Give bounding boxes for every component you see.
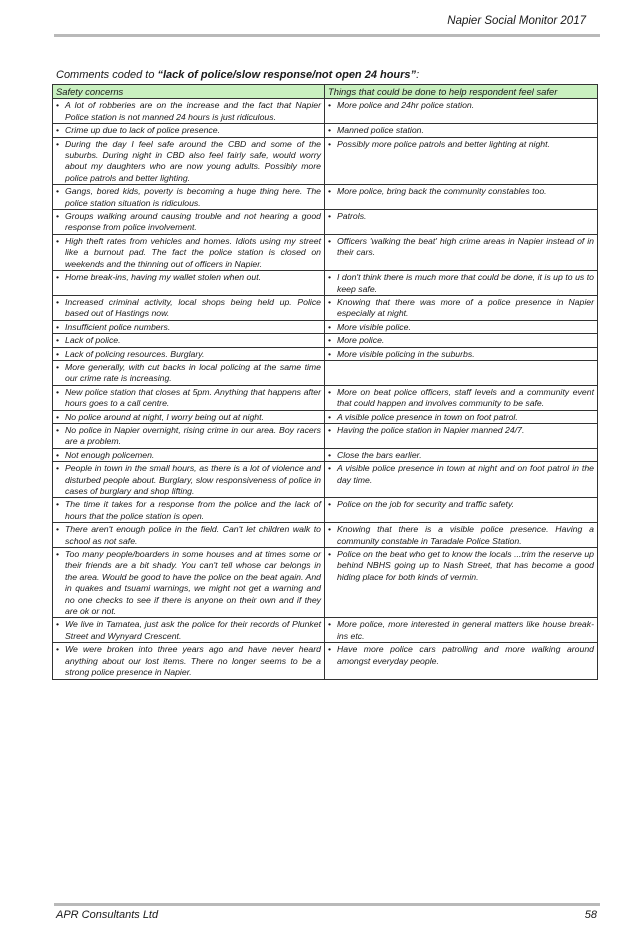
table-row [53,498,598,523]
cell-text: People in town in the small hours, as there is a lot of violence and disturbed people about. Burglary, slow responsiveness of police in cases of burglary and shop lifting. [65,463,321,496]
bullet-icon: • [328,644,332,655]
column-header-safety-concerns: Safety concerns [53,85,325,99]
bullet-icon: • [56,321,60,332]
safety-concern-cell [53,210,325,235]
safety-concern-cell [53,137,325,185]
cell-text: Police on the job for security and traffic safety. [337,499,515,510]
bullet-icon: • [328,386,332,397]
bullet-icon: • [328,335,332,346]
cell-text: I don't think there is much more that could be done, it is up to us to keep safe. [337,272,594,294]
safety-concern-cell [53,99,325,124]
cell-text: More police, bring back the community constables too. [337,186,547,197]
table-row [53,295,598,320]
safety-concern-cell [53,462,325,498]
safety-concern-cell [53,185,325,210]
cell-text: Crime up due to lack of police presence. [65,125,221,136]
bullet-icon: • [56,211,60,222]
cell-text: Insufficient police numbers. [65,321,171,332]
bullet-icon: • [328,272,332,283]
suggestion-cell [325,523,598,548]
header-divider [54,34,600,37]
suggestion-cell [325,643,598,679]
suggestion-cell [325,360,598,385]
bullet-icon: • [56,549,60,560]
bullet-icon: • [56,449,60,460]
cell-text: New police station that closes at 5pm. Anything that happens after hours goes to a call centre. [65,386,321,409]
suggestion-cell [325,210,598,235]
bullet-icon: • [328,411,332,422]
suggestion-cell [325,334,598,347]
suggestion-cell [325,124,598,137]
cell-text: Lack of police. [65,335,121,346]
cell-text: Having the police station in Napier manned 24/7. [337,424,525,435]
table-row [53,185,598,210]
cell-text: Patrols. [337,211,367,222]
table-row [53,548,598,618]
bullet-icon: • [328,619,332,630]
bullet-icon: • [56,348,60,359]
table-row [53,385,598,410]
table-row [53,347,598,360]
table-row [53,523,598,548]
bullet-icon: • [56,100,60,111]
cell-text: Not enough policemen. [65,449,155,460]
cell-text: Police on the beat who get to know the locals ...trim the reserve up behind NBHS going up to Nash Street, that has become a good hiding place for both kinds of vermin. [337,549,594,582]
table-row [53,423,598,448]
bullet-icon: • [328,186,332,197]
bullet-icon: • [56,296,60,307]
safety-concern-cell [53,124,325,137]
table-header-row [53,85,598,99]
safety-concern-cell [53,423,325,448]
suggestion-cell [325,618,598,643]
page-number: 58 [584,909,597,921]
bullet-icon: • [56,499,60,510]
bullet-icon: • [328,524,332,535]
bullet-icon: • [56,335,60,346]
table-row [53,124,598,137]
table-body [53,99,598,679]
cell-text: There aren't enough police in the field. Can't let children walk to school as not safe. [65,524,321,546]
table-row [53,360,598,385]
suggestion-cell [325,548,598,618]
suggestion-cell [325,271,598,296]
safety-concern-cell [53,410,325,423]
footer-divider [54,903,600,906]
cell-text: More police and 24hr police station. [337,100,475,111]
cell-text: A lot of robberies are on the increase and the fact that Napier Police station is not manned 24 hours is just ridiculous. [65,100,321,122]
cell-text: Have more police cars patrolling and more walking around amongst everyday people. [337,644,594,666]
safety-concern-cell [53,334,325,347]
safety-concern-cell [53,347,325,360]
cell-text: Too many people/boarders in some houses and at times some or their friends are a bit shady. You can't tell whose car belongs in the area. Would be good to have the police on the beat again. And in quakes and tsuami warnings, we might not get a warning and no one checks to see if there is anyone on their own and if they are ok or not. [65,549,321,617]
table-row [53,334,598,347]
safety-concern-cell [53,320,325,333]
suggestion-cell [325,448,598,461]
suggestion-cell [325,410,598,423]
bullet-icon: • [328,424,332,435]
bullet-icon: • [56,644,60,655]
bullet-icon: • [56,424,60,435]
cell-text: A visible police presence in town on foot patrol. [337,411,518,422]
cell-text: High theft rates from vehicles and homes. Idiots using my street like a burnout pad. The fact the police station is closed on weekends and the thinning out of officers in Napier. [65,235,321,269]
safety-concern-cell [53,523,325,548]
safety-concern-cell [53,385,325,410]
table-row [53,234,598,270]
bullet-icon: • [328,125,332,136]
cell-text: Close the bars earlier. [337,449,422,460]
table-row [53,448,598,461]
bullet-icon: • [56,411,60,422]
safety-concern-cell [53,548,325,618]
bullet-icon: • [328,100,332,111]
table-row [53,320,598,333]
safety-concern-cell [53,498,325,523]
suggestion-cell [325,347,598,360]
safety-concern-cell [53,234,325,270]
caption-suffix: : [416,69,420,81]
bullet-icon: • [56,235,60,246]
cell-text: Officers 'walking the beat' high crime areas in Napier instead of in their cars. [337,235,594,258]
bullet-icon: • [328,296,332,307]
cell-text: No police in Napier overnight, rising crime in our area. Boy racers are a problem. [65,424,321,447]
cell-text: Knowing that there was more of a police presence in Napier especially at night. [337,296,594,319]
suggestion-cell [325,185,598,210]
suggestion-cell [325,423,598,448]
safety-concern-cell [53,643,325,679]
suggestion-cell [325,137,598,185]
cell-text: More visible police. [337,321,411,332]
caption-prefix: Comments coded to [56,69,158,81]
cell-text: More generally, with cut backs in local policing at the same time our crime rate is increasing. [65,361,321,384]
suggestion-cell [325,320,598,333]
bullet-icon: • [56,386,60,397]
suggestion-cell [325,99,598,124]
cell-text: More police, more interested in general matters like house break-ins etc. [337,619,594,641]
table-row [53,271,598,296]
bullet-icon: • [328,499,332,510]
suggestion-cell [325,498,598,523]
bullet-icon: • [328,449,332,460]
table-row [53,618,598,643]
cell-text: A visible police presence in town at night and on foot patrol in the day time. [337,463,594,485]
bullet-icon: • [328,463,332,474]
cell-text: Increased criminal activity, local shops being held up. Police based out of Hastings now. [65,296,321,319]
cell-text: We were broken into three years ago and have never heard anything about our lost items. There no longer seems to be a strong police presence in Napier. [65,644,321,678]
cell-text: More on beat police officers, staff levels and a community event that could happen and involves community to be safe. [337,386,594,409]
cell-text: Gangs, bored kids, poverty is becoming a huge thing here. The police station situation is ridiculous. [65,186,321,208]
safety-concern-cell [53,360,325,385]
table-row [53,643,598,679]
bullet-icon: • [328,549,332,560]
bullet-icon: • [328,321,332,332]
cell-text: No police around at night, I worry being out at night. [65,411,264,422]
table-row [53,462,598,498]
table-row [53,137,598,185]
safety-concern-cell [53,448,325,461]
caption-topic: “lack of police/slow response/not open 24 hours” [157,69,417,81]
suggestion-cell [325,295,598,320]
comments-table [52,84,598,680]
table-row [53,99,598,124]
bullet-icon: • [56,524,60,535]
cell-text: More police. [337,335,385,346]
bullet-icon: • [328,211,332,222]
suggestion-cell [325,385,598,410]
bullet-icon: • [56,125,60,136]
table-caption [56,69,419,81]
table-row [53,410,598,423]
bullet-icon: • [328,348,332,359]
cell-text: We live in Tamatea, just ask the police for their records of Plunket Street and Wynyard Crescent. [65,619,321,641]
bullet-icon: • [328,235,332,246]
header-title: Napier Social Monitor 2017 [447,15,586,27]
cell-text: Knowing that there is a visible police presence. Having a community constable in Taradale Police Station. [337,524,594,546]
cell-text: The time it takes for a response from the police and the lack of hours that the police station is open. [65,499,321,521]
bullet-icon: • [56,463,60,474]
cell-text: Home break-ins, having my wallet stolen when out. [65,272,262,283]
column-header-things-to-help: Things that could be done to help respondent feel safer [325,85,598,99]
cell-text: More visible policing in the suburbs. [337,348,475,359]
safety-concern-cell [53,295,325,320]
cell-text: During the day I feel safe around the CBD and some of the suburbs. During night in CBD also feel fairly safe, would worry about my daughters who are now young adults. Possibly more police patrols and better lighting. [65,138,321,183]
suggestion-cell [325,462,598,498]
footer-company: APR Consultants Ltd [56,909,159,921]
bullet-icon: • [56,361,60,372]
table-row [53,210,598,235]
cell-text: Groups walking around causing trouble and not hearing a good response from police involvement. [65,211,321,233]
cell-text: Manned police station. [337,125,424,136]
safety-concern-cell [53,618,325,643]
bullet-icon: • [56,272,60,283]
bullet-icon: • [56,138,60,149]
bullet-icon: • [56,619,60,630]
bullet-icon: • [328,138,332,149]
cell-text: Possibly more police patrols and better lighting at night. [337,138,550,149]
safety-concern-cell [53,271,325,296]
cell-text: Lack of policing resources. Burglary. [65,348,205,359]
bullet-icon: • [56,186,60,197]
suggestion-cell [325,234,598,270]
